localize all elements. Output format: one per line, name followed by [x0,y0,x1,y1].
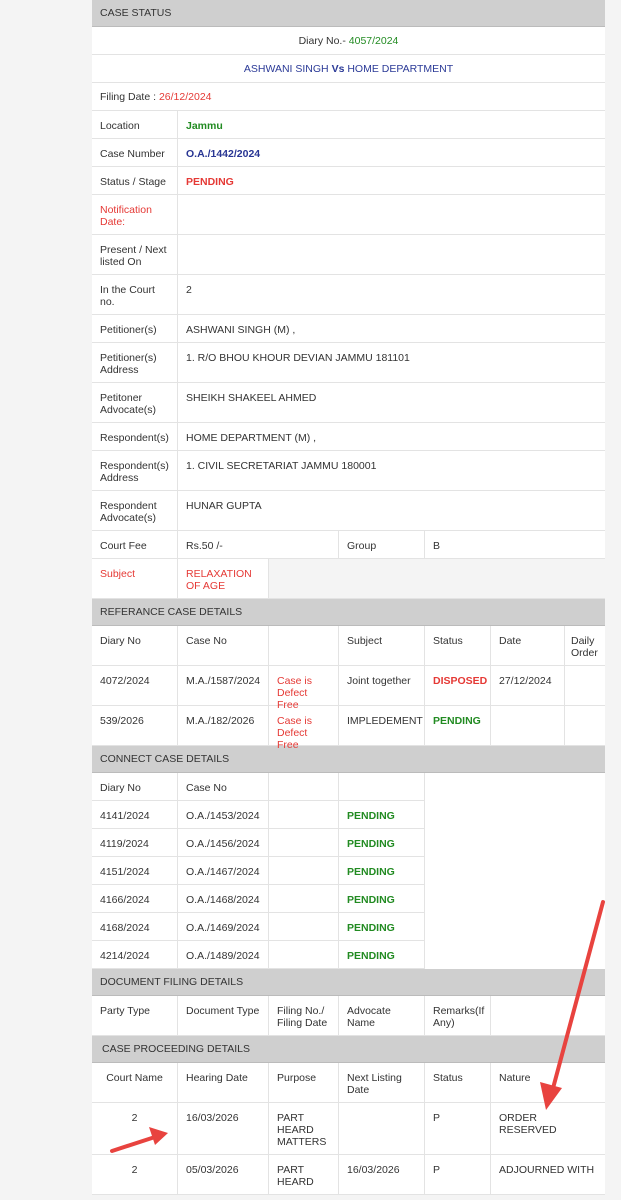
connect-col-diary: Diary No [92,773,178,800]
proc-col-nature: Nature [499,1072,531,1084]
proc-col-court: Court Name [92,1063,178,1102]
court-fee-label: Court Fee [92,531,178,558]
proc-next: 16/03/2026 [339,1155,425,1194]
connect-diary: 4119/2024 [92,829,178,856]
doc-col-empty [491,996,605,1035]
connect-header: CONNECT CASE DETAILS [92,746,605,773]
detail-value: 2 [186,284,192,296]
detail-row [92,167,605,195]
doc-col-document-type: Document Type [178,996,269,1035]
detail-label: Notification Date: [92,195,178,234]
reference-columns [92,626,605,666]
detail-label: Petitioner(s) Address [92,343,178,382]
connect-empty [269,801,339,828]
reference-header: REFERANCE CASE DETAILS [92,599,605,626]
ref-daily-order [565,706,605,745]
detail-label: Case Number [92,139,178,166]
proc-court: 2 [92,1155,178,1194]
connect-status: PENDING [339,857,425,884]
filing-date-value: 26/12/2024 [158,90,212,103]
connect-row [92,941,425,969]
detail-row [92,491,605,531]
ref-col-daily-order: Daily Order [571,635,598,659]
detail-label: In the Court no. [92,275,178,314]
connect-status: PENDING [339,801,425,828]
detail-row [92,275,605,315]
case-status-header: CASE STATUS [92,0,605,27]
reference-row [92,706,605,751]
connect-case: O.A./1468/2024 [178,885,269,912]
proc-nature: ADJOURNED WITH [499,1164,595,1176]
proceeding-row [92,1155,605,1195]
detail-label: Status / Stage [92,167,178,194]
connect-empty [269,829,339,856]
diary-row [92,27,605,55]
detail-row [92,235,605,275]
group-value: B [433,540,441,552]
connect-row [92,913,425,941]
filing-date-row [92,83,605,111]
connect-row [92,885,425,913]
ref-daily-order [565,666,605,705]
detail-label: Present / Next listed On [92,235,178,274]
connect-case: O.A./1467/2024 [178,857,269,884]
detail-label: Petitoner Advocate(s) [92,383,178,422]
detail-value: HUNAR GUPTA [186,500,262,512]
ref-note: Case is Defect Free [269,706,339,745]
detail-value: PENDING [186,176,234,188]
detail-label: Respondent(s) Address [92,451,178,490]
connect-empty [269,941,339,968]
diary-label: Diary No.- [298,34,346,47]
detail-value: SHEIKH SHAKEEL AHMED [186,392,317,404]
ref-col-status: Status [425,626,491,665]
connect-status: PENDING [339,885,425,912]
proc-court: 2 [92,1103,178,1154]
connect-status: PENDING [339,913,425,940]
detail-row [92,139,605,167]
diary-value: 4057/2024 [348,34,399,47]
ref-col-diary: Diary No [92,626,178,665]
proceeding-columns [92,1063,605,1103]
proceeding-row [92,1103,605,1155]
proc-col-next-date: Next Listing Date [339,1063,425,1102]
court-fee-row [92,531,605,559]
connect-diary: 4141/2024 [92,801,178,828]
ref-case: M.A./182/2026 [178,706,269,745]
detail-row [92,315,605,343]
doc-col-remarks: Remarks(If Any) [425,996,491,1035]
proc-purpose: PART HEARD MATTERS [269,1103,339,1154]
connect-row [92,829,425,857]
connect-case: O.A./1453/2024 [178,801,269,828]
proc-hearing: 16/03/2026 [178,1103,269,1154]
connect-empty [269,913,339,940]
connect-col-empty [269,773,339,800]
ref-diary: 539/2026 [92,706,178,745]
ref-col-note [269,626,339,665]
detail-row [92,111,605,139]
court-fee-value: Rs.50 /- [178,531,339,558]
connect-diary: 4214/2024 [92,941,178,968]
ref-col-subject: Subject [339,626,425,665]
detail-label: Respondent(s) [92,423,178,450]
detail-value: Jammu [186,120,223,132]
detail-row [92,343,605,383]
ref-col-date: Date [491,626,565,665]
connect-empty [269,857,339,884]
versus-label: Vs [331,62,345,75]
ref-subject: IMPLEDEMENT [339,706,425,745]
detail-value: HOME DEPARTMENT (M) , [186,432,317,444]
connect-col-status [339,773,425,800]
ref-note: Case is Defect Free [269,666,339,705]
connect-row [92,801,425,829]
detail-row [92,451,605,491]
ref-col-case: Case No [178,626,269,665]
document-columns [92,996,605,1036]
connect-diary: 4168/2024 [92,913,178,940]
detail-value [178,195,605,234]
parties-row [92,55,605,83]
subject-label: Subject [92,559,178,598]
doc-col-advocate: Advocate Name [339,996,425,1035]
connect-case: O.A./1489/2024 [178,941,269,968]
subject-empty [269,559,605,598]
proceeding-header: CASE PROCEEDING DETAILS [92,1036,605,1063]
detail-label: Petitioner(s) [92,315,178,342]
ref-subject: Joint together [339,666,425,705]
connect-row [92,857,425,885]
ref-diary: 4072/2024 [92,666,178,705]
detail-value: ASHWANI SINGH (M) , [186,324,296,336]
ref-date: 27/12/2024 [491,666,565,705]
case-status-panel [92,0,605,1195]
ref-date [491,706,565,745]
detail-value: 1. CIVIL SECRETARIAT JAMMU 180001 [186,460,377,472]
detail-label: Respondent Advocate(s) [92,491,178,530]
detail-row [92,195,605,235]
connect-diary: 4166/2024 [92,885,178,912]
respondent-name: HOME DEPARTMENT [347,62,454,75]
detail-label: Location [92,111,178,138]
petitioner-name: ASHWANI SINGH [243,62,329,75]
document-header: DOCUMENT FILING DETAILS [92,969,605,996]
detail-value: O.A./1442/2024 [186,148,261,160]
connect-diary: 4151/2024 [92,857,178,884]
connect-status: PENDING [339,941,425,968]
proc-status: P [425,1103,491,1154]
ref-status: PENDING [425,706,491,745]
group-label: Group [339,531,425,558]
filing-date-label: Filing Date : [100,90,157,103]
connect-case: O.A./1469/2024 [178,913,269,940]
connect-columns [92,773,425,801]
proc-hearing: 05/03/2026 [178,1155,269,1194]
connect-col-case: Case No [178,773,269,800]
connect-case: O.A./1456/2024 [178,829,269,856]
doc-col-party-type: Party Type [92,996,178,1035]
subject-value: RELAXATION OF AGE [178,559,269,598]
proc-next [339,1103,425,1154]
proc-col-purpose: Purpose [269,1063,339,1102]
subject-row [92,559,605,599]
detail-value [178,235,605,274]
connect-status: PENDING [339,829,425,856]
connect-empty [269,885,339,912]
detail-row [92,423,605,451]
ref-case: M.A./1587/2024 [178,666,269,705]
proc-nature: ORDER RESERVED [499,1112,557,1136]
reference-row [92,666,605,711]
proc-status: P [425,1155,491,1194]
ref-status: DISPOSED [425,666,491,705]
detail-row [92,383,605,423]
doc-col-filing-no: Filing No./ Filing Date [269,996,339,1035]
detail-value: 1. R/O BHOU KHOUR DEVIAN JAMMU 181101 [186,352,410,364]
proc-col-hearing: Hearing Date [178,1063,269,1102]
proc-col-status: Status [425,1063,491,1102]
proc-purpose: PART HEARD [269,1155,339,1194]
